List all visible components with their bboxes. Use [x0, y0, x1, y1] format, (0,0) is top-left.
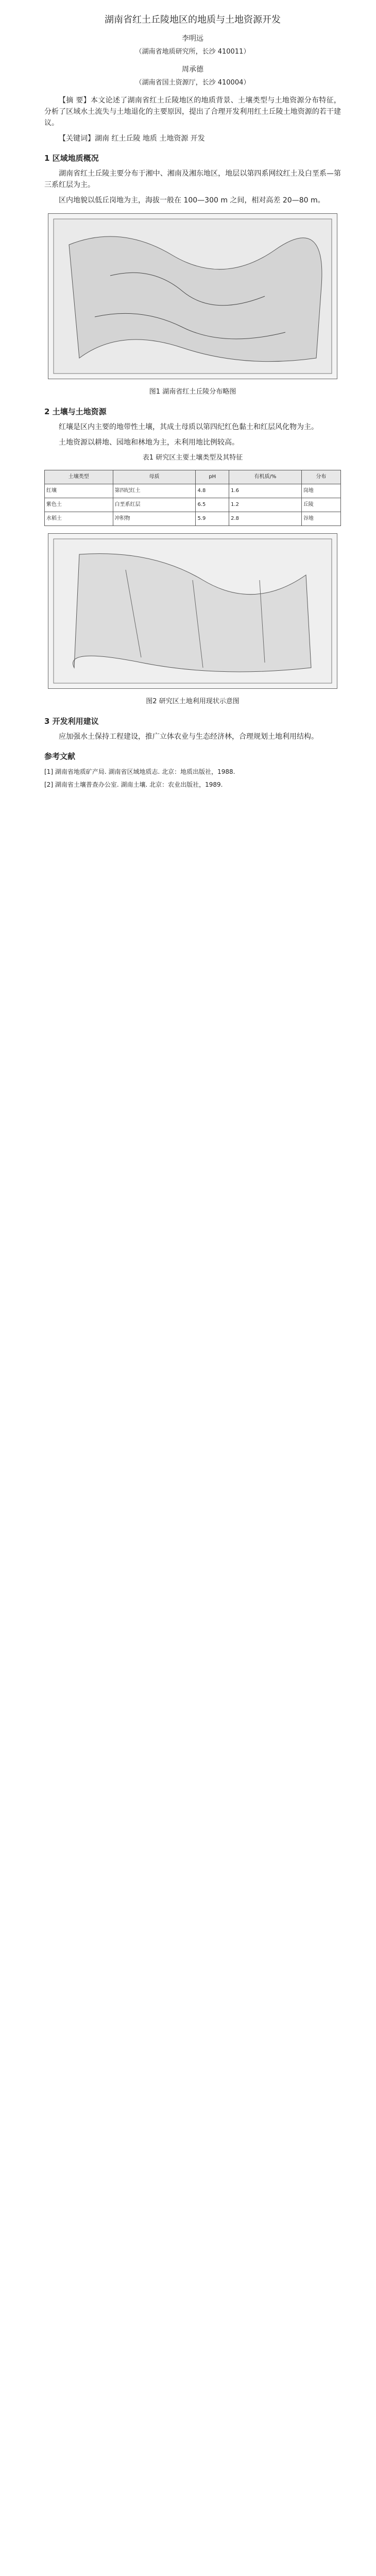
table-cell: 水稻土 [45, 512, 113, 526]
paragraph: 土地资源以耕地、园地和林地为主，未利用地比例较高。 [59, 438, 239, 447]
abstract [44, 95, 341, 129]
references-heading: 参考文献 [44, 752, 76, 761]
table-header: 母质 [113, 470, 196, 484]
table-cell: 1.2 [229, 498, 302, 512]
author: 李明远 [182, 35, 203, 43]
table-row [45, 484, 341, 498]
table-cell: 丘陵 [301, 498, 340, 512]
section-heading: 2 土壤与土地资源 [44, 407, 107, 416]
table-cell: 紫色土 [45, 498, 113, 512]
table-header: 分布 [301, 470, 340, 484]
table-cell: 冲积物 [113, 512, 196, 526]
table-cell: 白垩系红层 [113, 498, 196, 512]
abstract-text: 本文论述了湖南省红土丘陵地区的地质背景、土壤类型与土地资源分布特征，分析了区域水土流失与土地退化的主要原因，提出了合理开发利用红土丘陵土地资源的若干建议。 [44, 96, 341, 127]
table-header-row [45, 470, 341, 484]
table-cell: 谷地 [301, 512, 340, 526]
figure-map [48, 213, 337, 379]
abstract-label: 【摘 要】 [59, 96, 91, 105]
figure-caption: 图1 湖南省红土丘陵分布略图 [149, 388, 236, 396]
table-cell: 岗地 [301, 484, 340, 498]
paragraph: 应加强水土保持工程建设，推广立体农业与生态经济林，合理规划土地利用结构。 [59, 733, 318, 741]
figure-caption: 图2 研究区土地利用现状示意图 [146, 698, 240, 705]
paragraph: 红壤是区内主要的地带性土壤，其成土母质以第四纪红色黏土和红层风化物为主。 [59, 423, 318, 431]
table-header: pH [196, 470, 229, 484]
paragraph: 湖南省红土丘陵主要分布于湘中、湘南及湘东地区，地层以第四系网纹红土及白垩系—第三系红层为主。 [44, 170, 341, 189]
paragraph: 区内地貌以低丘岗地为主，海拔一般在 100—300 m 之间，相对高差 20—80 m。 [59, 196, 325, 205]
table-header: 土壤类型 [45, 470, 113, 484]
document [44, 14, 341, 792]
landuse-graphic [48, 534, 337, 688]
reference-item: [1] 湖南省地质矿产局. 湖南省区域地质志. 北京：地质出版社，1988. [44, 768, 235, 775]
figure-landuse [48, 533, 337, 689]
table-cell: 5.9 [196, 512, 229, 526]
soil-table [44, 470, 341, 526]
table-cell: 2.8 [229, 512, 302, 526]
table-cell: 4.8 [196, 484, 229, 498]
table-cell: 1.6 [229, 484, 302, 498]
section-heading: 1 区域地质概况 [44, 154, 99, 163]
page-title: 湖南省红土丘陵地区的地质与土地资源开发 [105, 14, 281, 25]
affiliation: （湖南省地质研究所，长沙 410011） [135, 48, 250, 56]
affiliation: （湖南省国土资源厅，长沙 410004） [135, 79, 250, 87]
table-row [45, 498, 341, 512]
section-heading: 3 开发利用建议 [44, 717, 99, 726]
table-cell: 红壤 [45, 484, 113, 498]
keywords-label: 【关键词】 [59, 134, 95, 143]
table-header: 有机质/% [229, 470, 302, 484]
table-caption: 表1 研究区主要土壤类型及其特征 [142, 454, 243, 462]
table-row [45, 512, 341, 526]
author: 周承德 [182, 65, 203, 74]
map-graphic [48, 214, 337, 379]
table-cell: 第四纪红土 [113, 484, 196, 498]
keywords-text: 湖南 红土丘陵 地质 土地资源 开发 [95, 134, 205, 143]
reference-item: [2] 湖南省土壤普查办公室. 湖南土壤. 北京：农业出版社，1989. [44, 781, 223, 788]
keywords [44, 133, 341, 144]
table-cell: 6.5 [196, 498, 229, 512]
